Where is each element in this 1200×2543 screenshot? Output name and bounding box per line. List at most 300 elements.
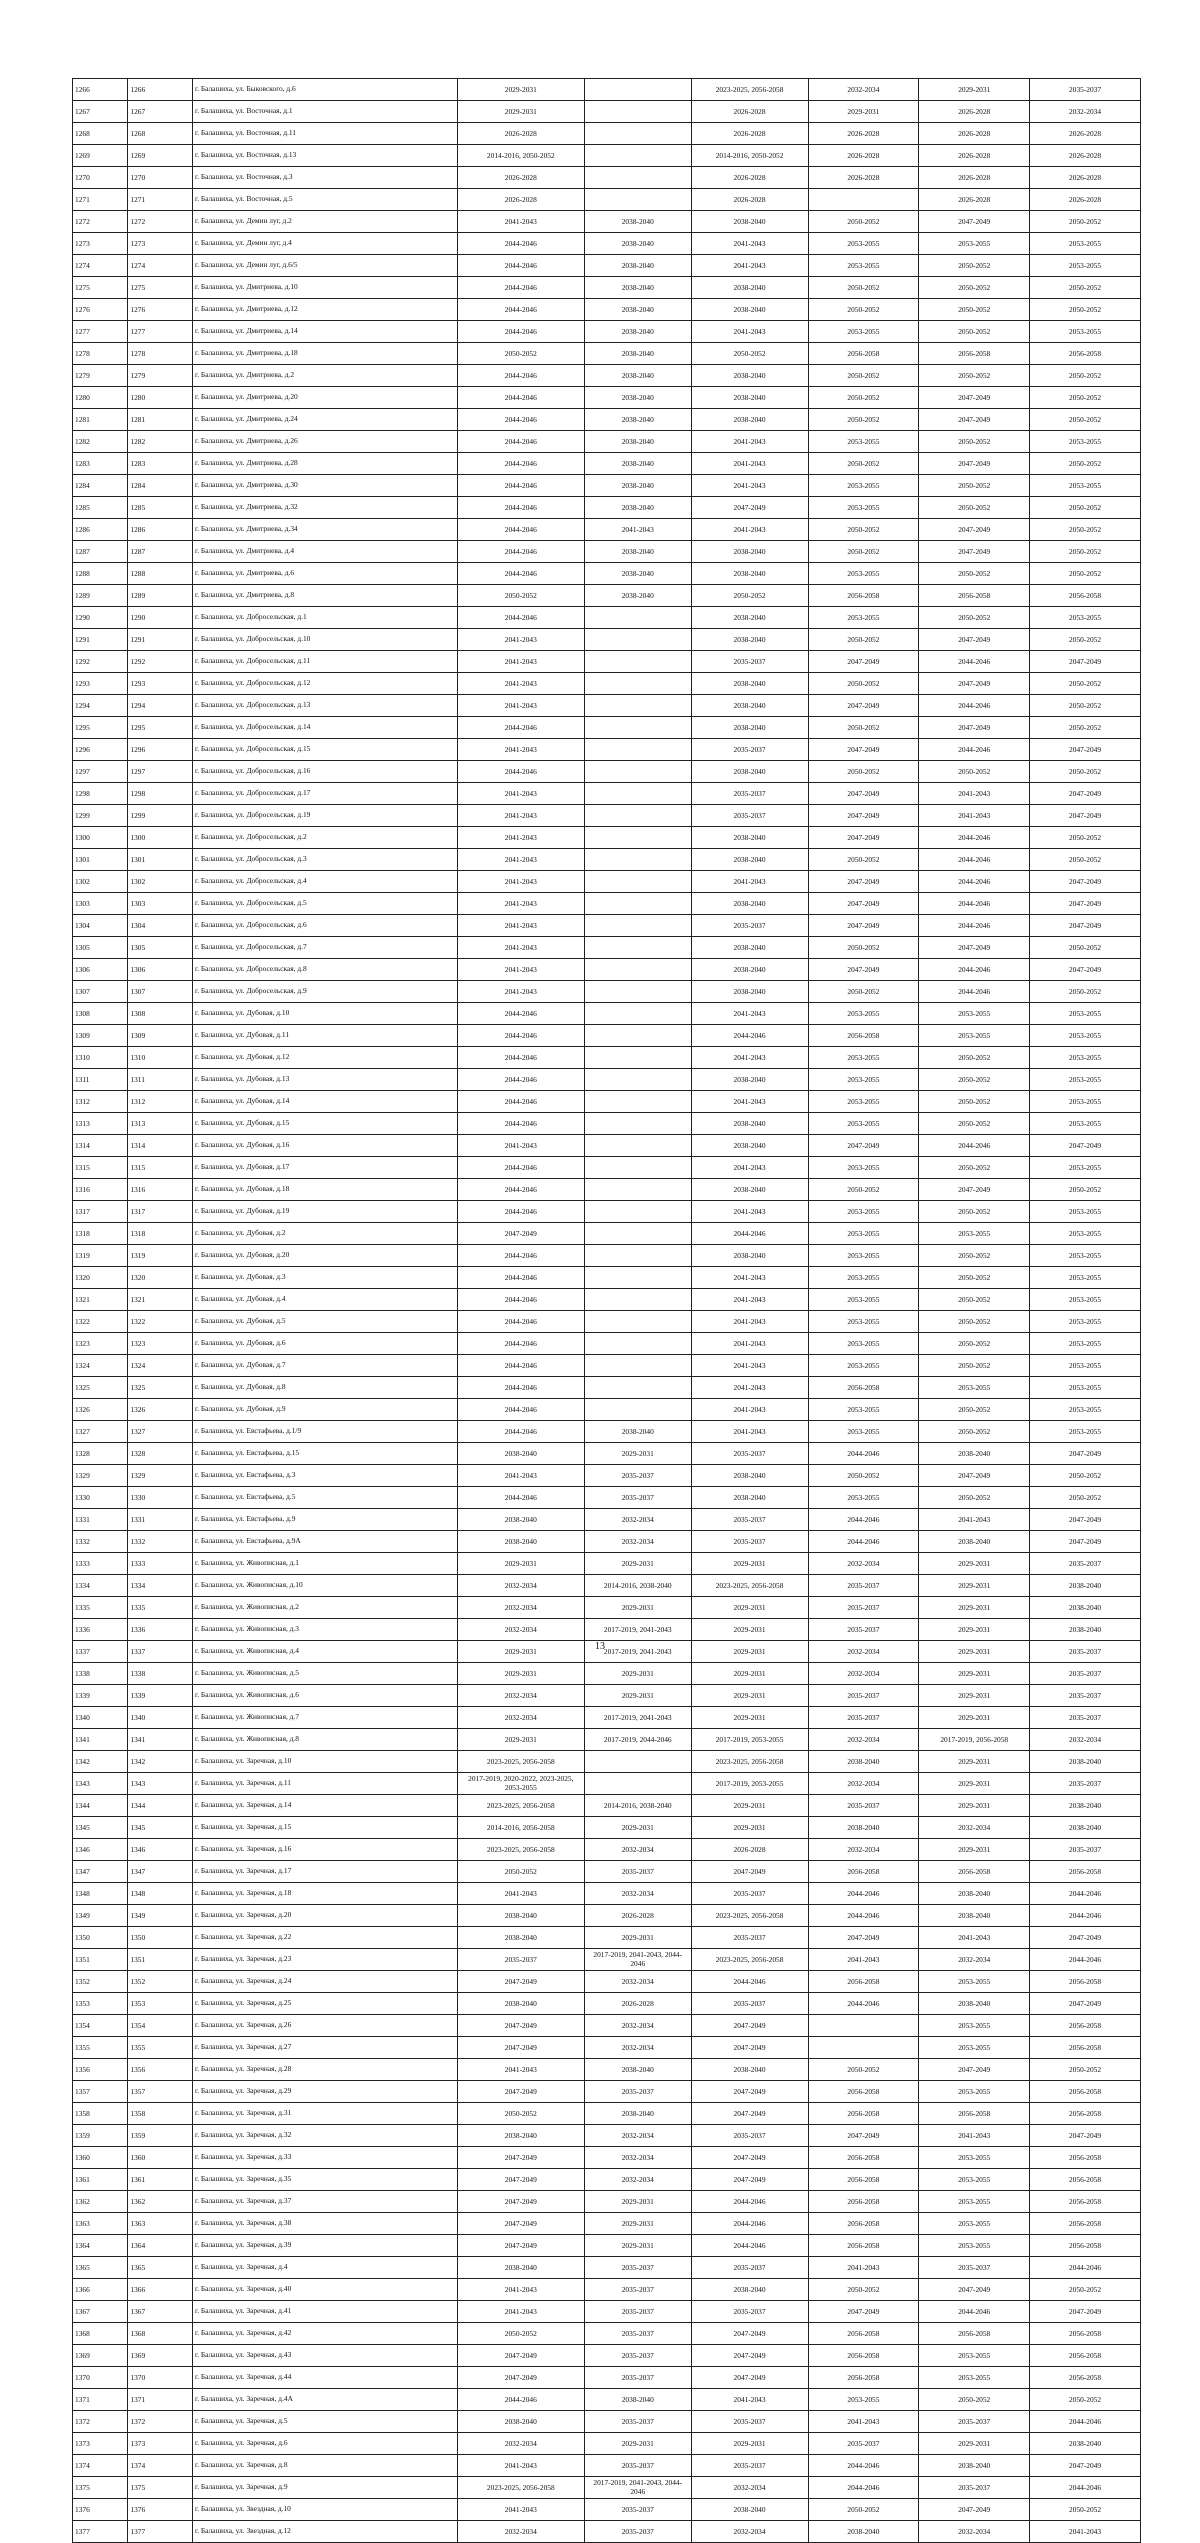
cell-row-number: 1312 (73, 1091, 128, 1113)
cell-repair-period-3: 2038-2040 (691, 717, 808, 739)
cell-repair-period-5: 2050-2052 (919, 497, 1030, 519)
cell-object-id: 1316 (128, 1179, 193, 1201)
cell-object-id: 1269 (128, 145, 193, 167)
cell-repair-period-4: 2050-2052 (808, 453, 919, 475)
cell-repair-period-4: 2050-2052 (808, 1465, 919, 1487)
cell-repair-period-5: 2047-2049 (919, 1179, 1030, 1201)
cell-repair-period-1: 2038-2040 (457, 2411, 584, 2433)
cell-repair-period-4: 2044-2046 (808, 1993, 919, 2015)
cell-repair-period-5: 2032-2034 (919, 1949, 1030, 1971)
table-row (73, 1707, 1141, 1729)
cell-repair-period-2: 2038-2040 (584, 541, 691, 563)
table-row (73, 1575, 1141, 1597)
cell-repair-period-1: 2032-2034 (457, 1707, 584, 1729)
cell-object-id: 1342 (128, 1751, 193, 1773)
cell-repair-period-6: 2053-2055 (1030, 1113, 1141, 1135)
table-row (73, 1069, 1141, 1091)
cell-row-number: 1293 (73, 673, 128, 695)
cell-repair-period-6: 2053-2055 (1030, 1091, 1141, 1113)
table-row (73, 2411, 1141, 2433)
cell-address: г. Балашиха, ул. Заречная, д.42 (193, 2323, 458, 2345)
cell-repair-period-4: 2056-2058 (808, 2367, 919, 2389)
table-row (73, 2345, 1141, 2367)
cell-repair-period-1: 2044-2046 (457, 1091, 584, 1113)
table-row (73, 2521, 1141, 2543)
cell-object-id: 1370 (128, 2367, 193, 2389)
cell-repair-period-6: 2032-2034 (1030, 1729, 1141, 1751)
cell-repair-period-3: 2035-2037 (691, 915, 808, 937)
cell-repair-period-3: 2029-2031 (691, 1619, 808, 1641)
cell-object-id: 1275 (128, 277, 193, 299)
table-row (73, 629, 1141, 651)
cell-repair-period-4: 2056-2058 (808, 1971, 919, 1993)
cell-object-id: 1311 (128, 1069, 193, 1091)
cell-repair-period-3: 2041-2043 (691, 1399, 808, 1421)
cell-row-number: 1348 (73, 1883, 128, 1905)
cell-address: г. Балашиха, ул. Евстафьева, д.9А (193, 1531, 458, 1553)
table-row (73, 1531, 1141, 1553)
cell-row-number: 1354 (73, 2015, 128, 2037)
cell-repair-period-4: 2053-2055 (808, 1487, 919, 1509)
cell-repair-period-4: 2035-2037 (808, 1685, 919, 1707)
cell-repair-period-4: 2050-2052 (808, 211, 919, 233)
cell-row-number: 1298 (73, 783, 128, 805)
cell-repair-period-1: 2050-2052 (457, 2323, 584, 2345)
cell-repair-period-3: 2026-2028 (691, 189, 808, 211)
table-row (73, 1971, 1141, 1993)
cell-repair-period-2: 2035-2037 (584, 2411, 691, 2433)
table-row (73, 2037, 1141, 2059)
cell-repair-period-6: 2056-2058 (1030, 585, 1141, 607)
cell-row-number: 1287 (73, 541, 128, 563)
cell-repair-period-4: 2053-2055 (808, 1157, 919, 1179)
cell-row-number: 1300 (73, 827, 128, 849)
cell-object-id: 1338 (128, 1663, 193, 1685)
cell-repair-period-4: 2056-2058 (808, 2191, 919, 2213)
cell-row-number: 1280 (73, 387, 128, 409)
cell-repair-period-5: 2047-2049 (919, 1465, 1030, 1487)
table-row (73, 2191, 1141, 2213)
cell-repair-period-5: 2029-2031 (919, 1685, 1030, 1707)
cell-row-number: 1317 (73, 1201, 128, 1223)
cell-repair-period-3: 2035-2037 (691, 783, 808, 805)
cell-repair-period-6: 2053-2055 (1030, 1333, 1141, 1355)
cell-repair-period-3: 2032-2034 (691, 2477, 808, 2499)
cell-repair-period-4: 2053-2055 (808, 1333, 919, 1355)
cell-object-id: 1307 (128, 981, 193, 1003)
cell-repair-period-1: 2014-2016, 2050-2052 (457, 145, 584, 167)
cell-repair-period-2: 2038-2040 (584, 211, 691, 233)
cell-repair-period-2: 2029-2031 (584, 2235, 691, 2257)
cell-row-number: 1338 (73, 1663, 128, 1685)
cell-repair-period-5: 2047-2049 (919, 519, 1030, 541)
cell-row-number: 1360 (73, 2147, 128, 2169)
cell-row-number: 1284 (73, 475, 128, 497)
table-row (73, 1421, 1141, 1443)
cell-object-id: 1280 (128, 387, 193, 409)
table-row (73, 1839, 1141, 1861)
cell-row-number: 1339 (73, 1685, 128, 1707)
cell-repair-period-2: 2038-2040 (584, 2389, 691, 2411)
cell-repair-period-4: 2053-2055 (808, 1003, 919, 1025)
cell-repair-period-1: 2032-2034 (457, 1685, 584, 1707)
cell-repair-period-1: 2044-2046 (457, 519, 584, 541)
cell-repair-period-4: 2032-2034 (808, 1553, 919, 1575)
cell-repair-period-6: 2047-2049 (1030, 871, 1141, 893)
cell-repair-period-5: 2044-2046 (919, 915, 1030, 937)
cell-repair-period-5: 2032-2034 (919, 1817, 1030, 1839)
cell-row-number: 1365 (73, 2257, 128, 2279)
cell-row-number: 1271 (73, 189, 128, 211)
table-row (73, 387, 1141, 409)
cell-repair-period-5: 2050-2052 (919, 1333, 1030, 1355)
cell-repair-period-3: 2050-2052 (691, 585, 808, 607)
cell-repair-period-2: 2032-2034 (584, 1839, 691, 1861)
cell-repair-period-4: 2050-2052 (808, 519, 919, 541)
cell-repair-period-6: 2056-2058 (1030, 2103, 1141, 2125)
table-row (73, 167, 1141, 189)
cell-repair-period-5: 2029-2031 (919, 1839, 1030, 1861)
cell-row-number: 1311 (73, 1069, 128, 1091)
cell-object-id: 1340 (128, 1707, 193, 1729)
cell-repair-period-1: 2044-2046 (457, 541, 584, 563)
cell-repair-period-5: 2053-2055 (919, 1377, 1030, 1399)
cell-repair-period-1: 2044-2046 (457, 1267, 584, 1289)
cell-repair-period-2: 2026-2028 (584, 1993, 691, 2015)
table-row (73, 2235, 1141, 2257)
table-row (73, 1377, 1141, 1399)
cell-row-number: 1270 (73, 167, 128, 189)
table-row (73, 519, 1141, 541)
cell-object-id: 1288 (128, 563, 193, 585)
cell-repair-period-6: 2038-2040 (1030, 1575, 1141, 1597)
cell-repair-period-6: 2044-2046 (1030, 1905, 1141, 1927)
cell-repair-period-6: 2047-2049 (1030, 2301, 1141, 2323)
cell-row-number: 1309 (73, 1025, 128, 1047)
cell-repair-period-2: 2035-2037 (584, 2081, 691, 2103)
cell-repair-period-1: 2026-2028 (457, 167, 584, 189)
cell-repair-period-2 (584, 1113, 691, 1135)
cell-repair-period-4: 2056-2058 (808, 1377, 919, 1399)
cell-address: г. Балашиха, ул. Заречная, д.39 (193, 2235, 458, 2257)
cell-repair-period-4: 2035-2037 (808, 1575, 919, 1597)
cell-repair-period-5: 2047-2049 (919, 629, 1030, 651)
cell-address: г. Балашиха, ул. Заречная, д.32 (193, 2125, 458, 2147)
cell-repair-period-6: 2053-2055 (1030, 1047, 1141, 1069)
cell-address: г. Балашиха, ул. Дубовая, д.14 (193, 1091, 458, 1113)
cell-repair-period-2 (584, 1003, 691, 1025)
cell-row-number: 1268 (73, 123, 128, 145)
cell-object-id: 1297 (128, 761, 193, 783)
cell-repair-period-6: 2053-2055 (1030, 475, 1141, 497)
cell-repair-period-6: 2047-2049 (1030, 1927, 1141, 1949)
cell-object-id: 1367 (128, 2301, 193, 2323)
cell-object-id: 1362 (128, 2191, 193, 2213)
cell-address: г. Балашиха, ул. Заречная, д.4А (193, 2389, 458, 2411)
cell-row-number: 1272 (73, 211, 128, 233)
cell-repair-period-2: 2038-2040 (584, 2059, 691, 2081)
table-row (73, 849, 1141, 871)
table-row (73, 189, 1141, 211)
table-row (73, 101, 1141, 123)
cell-repair-period-3: 2026-2028 (691, 101, 808, 123)
cell-object-id: 1295 (128, 717, 193, 739)
cell-repair-period-6: 2050-2052 (1030, 1465, 1141, 1487)
cell-row-number: 1286 (73, 519, 128, 541)
cell-repair-period-1: 2029-2031 (457, 1729, 584, 1751)
cell-repair-period-2: 2038-2040 (584, 409, 691, 431)
table-row (73, 1311, 1141, 1333)
cell-object-id: 1301 (128, 849, 193, 871)
cell-row-number: 1344 (73, 1795, 128, 1817)
cell-object-id: 1272 (128, 211, 193, 233)
cell-repair-period-4: 2032-2034 (808, 79, 919, 101)
cell-object-id: 1373 (128, 2433, 193, 2455)
cell-repair-period-4: 2053-2055 (808, 1245, 919, 1267)
cell-object-id: 1271 (128, 189, 193, 211)
cell-repair-period-2: 2032-2034 (584, 1883, 691, 1905)
cell-row-number: 1318 (73, 1223, 128, 1245)
cell-address: г. Балашиха, ул. Восточная, д.5 (193, 189, 458, 211)
cell-row-number: 1367 (73, 2301, 128, 2323)
cell-address: г. Балашиха, ул. Звездная, д.12 (193, 2521, 458, 2543)
cell-repair-period-2: 2029-2031 (584, 1817, 691, 1839)
cell-repair-period-1: 2038-2040 (457, 1993, 584, 2015)
table-row (73, 1817, 1141, 1839)
cell-repair-period-3: 2038-2040 (691, 673, 808, 695)
cell-repair-period-5: 2050-2052 (919, 255, 1030, 277)
cell-row-number: 1301 (73, 849, 128, 871)
cell-repair-period-4: 2050-2052 (808, 629, 919, 651)
cell-repair-period-1: 2044-2046 (457, 365, 584, 387)
cell-address: г. Балашиха, ул. Добросельская, д.11 (193, 651, 458, 673)
cell-repair-period-1: 2041-2043 (457, 893, 584, 915)
cell-repair-period-4: 2056-2058 (808, 2169, 919, 2191)
cell-repair-period-2 (584, 827, 691, 849)
cell-address: г. Балашиха, ул. Заречная, д.26 (193, 2015, 458, 2037)
cell-repair-period-6: 2053-2055 (1030, 1289, 1141, 1311)
cell-repair-period-4: 2047-2049 (808, 1135, 919, 1157)
cell-repair-period-4: 2053-2055 (808, 1201, 919, 1223)
cell-row-number: 1277 (73, 321, 128, 343)
cell-repair-period-3: 2026-2028 (691, 1839, 808, 1861)
table-row (73, 805, 1141, 827)
cell-repair-period-3: 2038-2040 (691, 981, 808, 1003)
cell-repair-period-5: 2050-2052 (919, 321, 1030, 343)
cell-address: г. Балашиха, ул. Дмитриева, д.28 (193, 453, 458, 475)
cell-repair-period-2: 2038-2040 (584, 299, 691, 321)
cell-row-number: 1357 (73, 2081, 128, 2103)
cell-repair-period-3: 2038-2040 (691, 607, 808, 629)
table-row (73, 1047, 1141, 1069)
cell-repair-period-1: 2047-2049 (457, 2191, 584, 2213)
cell-repair-period-3: 2047-2049 (691, 2345, 808, 2367)
cell-repair-period-6: 2050-2052 (1030, 717, 1141, 739)
table-row (73, 673, 1141, 695)
cell-repair-period-5: 2050-2052 (919, 1201, 1030, 1223)
cell-object-id: 1305 (128, 937, 193, 959)
cell-repair-period-1: 2041-2043 (457, 871, 584, 893)
cell-object-id: 1344 (128, 1795, 193, 1817)
table-row (73, 959, 1141, 981)
cell-row-number: 1283 (73, 453, 128, 475)
cell-repair-period-5: 2035-2037 (919, 2411, 1030, 2433)
cell-object-id: 1286 (128, 519, 193, 541)
cell-object-id: 1372 (128, 2411, 193, 2433)
cell-object-id: 1329 (128, 1465, 193, 1487)
cell-repair-period-6: 2050-2052 (1030, 1179, 1141, 1201)
cell-repair-period-5: 2053-2055 (919, 2037, 1030, 2059)
cell-repair-period-4: 2053-2055 (808, 1113, 919, 1135)
cell-row-number: 1369 (73, 2345, 128, 2367)
cell-repair-period-2: 2014-2016, 2038-2040 (584, 1795, 691, 1817)
cell-repair-period-6: 2038-2040 (1030, 1795, 1141, 1817)
cell-row-number: 1350 (73, 1927, 128, 1949)
cell-address: г. Балашиха, ул. Добросельская, д.8 (193, 959, 458, 981)
cell-repair-period-5: 2053-2055 (919, 2081, 1030, 2103)
cell-repair-period-5: 2029-2031 (919, 1795, 1030, 1817)
cell-repair-period-4: 2053-2055 (808, 233, 919, 255)
cell-repair-period-3: 2035-2037 (691, 2301, 808, 2323)
cell-repair-period-6: 2047-2049 (1030, 915, 1141, 937)
table-row (73, 145, 1141, 167)
cell-repair-period-1: 2044-2046 (457, 1311, 584, 1333)
cell-object-id: 1321 (128, 1289, 193, 1311)
cell-repair-period-4: 2056-2058 (808, 2235, 919, 2257)
cell-repair-period-1: 2041-2043 (457, 2499, 584, 2521)
cell-object-id: 1274 (128, 255, 193, 277)
cell-repair-period-5: 2017-2019, 2056-2058 (919, 1729, 1030, 1751)
cell-repair-period-4 (808, 2037, 919, 2059)
cell-address: г. Балашиха, ул. Живописная, д.2 (193, 1597, 458, 1619)
cell-object-id: 1294 (128, 695, 193, 717)
cell-repair-period-6: 2050-2052 (1030, 2279, 1141, 2301)
cell-repair-period-5: 2056-2058 (919, 343, 1030, 365)
cell-repair-period-2 (584, 167, 691, 189)
table-row (73, 2147, 1141, 2169)
cell-repair-period-2 (584, 1333, 691, 1355)
cell-repair-period-3: 2038-2040 (691, 299, 808, 321)
cell-row-number: 1266 (73, 79, 128, 101)
cell-address: г. Балашиха, ул. Дубовая, д.15 (193, 1113, 458, 1135)
cell-repair-period-6: 2044-2046 (1030, 2477, 1141, 2499)
cell-repair-period-1: 2044-2046 (457, 1421, 584, 1443)
table-row (73, 2279, 1141, 2301)
cell-object-id: 1345 (128, 1817, 193, 1839)
cell-repair-period-1: 2041-2043 (457, 211, 584, 233)
table-row (73, 1157, 1141, 1179)
cell-repair-period-1: 2047-2049 (457, 2015, 584, 2037)
cell-object-id: 1336 (128, 1619, 193, 1641)
cell-repair-period-3: 2017-2019, 2053-2055 (691, 1729, 808, 1751)
cell-repair-period-4: 2047-2049 (808, 783, 919, 805)
cell-repair-period-3: 2047-2049 (691, 2169, 808, 2191)
cell-repair-period-4: 2053-2055 (808, 1091, 919, 1113)
cell-repair-period-2: 2035-2037 (584, 2521, 691, 2543)
table-row (73, 475, 1141, 497)
cell-repair-period-3: 2038-2040 (691, 277, 808, 299)
cell-repair-period-1: 2047-2049 (457, 2169, 584, 2191)
cell-repair-period-1: 2032-2034 (457, 2433, 584, 2455)
cell-repair-period-5: 2026-2028 (919, 145, 1030, 167)
cell-object-id: 1349 (128, 1905, 193, 1927)
cell-repair-period-4: 2050-2052 (808, 937, 919, 959)
cell-row-number: 1371 (73, 2389, 128, 2411)
table-row (73, 1949, 1141, 1971)
cell-repair-period-5: 2050-2052 (919, 1311, 1030, 1333)
cell-repair-period-1: 2044-2046 (457, 277, 584, 299)
cell-address: г. Балашиха, ул. Дмитриева, д.24 (193, 409, 458, 431)
cell-repair-period-6: 2035-2037 (1030, 1685, 1141, 1707)
cell-repair-period-6: 2050-2052 (1030, 365, 1141, 387)
cell-row-number: 1330 (73, 1487, 128, 1509)
cell-repair-period-3: 2047-2049 (691, 2081, 808, 2103)
table-row (73, 1267, 1141, 1289)
cell-repair-period-1: 2047-2049 (457, 1223, 584, 1245)
cell-repair-period-5: 2050-2052 (919, 475, 1030, 497)
cell-object-id: 1337 (128, 1641, 193, 1663)
cell-address: г. Балашиха, ул. Заречная, д.10 (193, 1751, 458, 1773)
cell-repair-period-6: 2053-2055 (1030, 1399, 1141, 1421)
table-row (73, 1443, 1141, 1465)
cell-address: г. Балашиха, ул. Заречная, д.40 (193, 2279, 458, 2301)
cell-repair-period-3: 2035-2037 (691, 1509, 808, 1531)
cell-address: г. Балашиха, ул. Дмитриева, д.20 (193, 387, 458, 409)
cell-object-id: 1273 (128, 233, 193, 255)
cell-row-number: 1310 (73, 1047, 128, 1069)
cell-address: г. Балашиха, ул. Заречная, д.14 (193, 1795, 458, 1817)
table-row (73, 1751, 1141, 1773)
cell-repair-period-3: 2041-2043 (691, 255, 808, 277)
cell-row-number: 1319 (73, 1245, 128, 1267)
cell-address: г. Балашиха, ул. Дубовая, д.19 (193, 1201, 458, 1223)
cell-repair-period-1: 2047-2049 (457, 2345, 584, 2367)
cell-repair-period-2: 2032-2034 (584, 2169, 691, 2191)
cell-object-id: 1320 (128, 1267, 193, 1289)
cell-repair-period-2 (584, 189, 691, 211)
cell-object-id: 1366 (128, 2279, 193, 2301)
cell-repair-period-5: 2041-2043 (919, 1927, 1030, 1949)
cell-repair-period-2: 2017-2019, 2041-2043 (584, 1707, 691, 1729)
cell-repair-period-1: 2029-2031 (457, 79, 584, 101)
cell-object-id: 1332 (128, 1531, 193, 1553)
cell-repair-period-6: 2050-2052 (1030, 629, 1141, 651)
cell-address: г. Балашиха, ул. Евстафьева, д.1/9 (193, 1421, 458, 1443)
cell-repair-period-3: 2038-2040 (691, 211, 808, 233)
cell-row-number: 1324 (73, 1355, 128, 1377)
table-row (73, 2389, 1141, 2411)
cell-repair-period-1: 2029-2031 (457, 1553, 584, 1575)
table-body (73, 79, 1141, 2543)
cell-repair-period-4: 2041-2043 (808, 2257, 919, 2279)
cell-repair-period-6: 2050-2052 (1030, 211, 1141, 233)
cell-repair-period-2: 2035-2037 (584, 2499, 691, 2521)
table-row (73, 871, 1141, 893)
cell-repair-period-1: 2041-2043 (457, 695, 584, 717)
cell-repair-period-6: 2056-2058 (1030, 1971, 1141, 1993)
cell-repair-period-2: 2017-2019, 2044-2046 (584, 1729, 691, 1751)
cell-row-number: 1364 (73, 2235, 128, 2257)
cell-repair-period-1: 2017-2019, 2020-2022, 2023-2025, 2053-2055 (457, 1773, 584, 1795)
cell-repair-period-1: 2044-2046 (457, 497, 584, 519)
cell-repair-period-2: 2017-2019, 2041-2043 (584, 1641, 691, 1663)
cell-object-id: 1335 (128, 1597, 193, 1619)
cell-repair-period-4: 2026-2028 (808, 145, 919, 167)
cell-repair-period-4: 2047-2049 (808, 2125, 919, 2147)
cell-repair-period-6: 2056-2058 (1030, 2037, 1141, 2059)
cell-repair-period-2 (584, 937, 691, 959)
table-row (73, 2433, 1141, 2455)
